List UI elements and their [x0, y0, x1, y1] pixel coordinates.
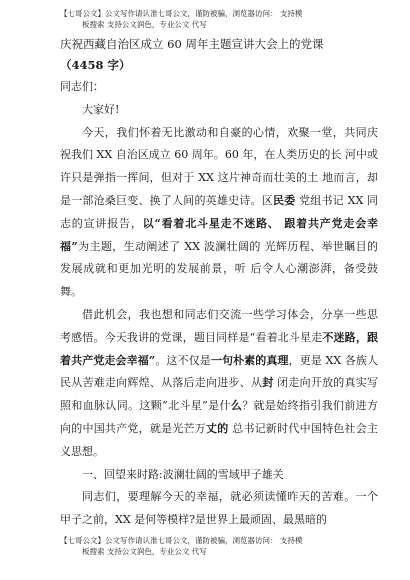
- paragraph-3: 同志们，要理解今天的幸福，就必须读懂昨天的苦难。一个甲子之前，XX 是何等模样?是世界上最顽固、最黑暗的: [60, 490, 378, 527]
- p2-bold-1: 不迷路，跟着共产党走会幸福”: [60, 330, 378, 367]
- title-line-1: 庆祝西藏自治区成立 60 周年主题宣讲大会上的党课: [60, 37, 324, 51]
- section-heading-1: 一、回望来时路:波澜壮阔的雪域甲子雄关: [82, 467, 284, 481]
- p2-text-4: 闭走向开放的真实写照和血脉认同。这颗“北斗星”是什: [60, 376, 379, 413]
- word-count: （4458 字）: [60, 58, 131, 72]
- p1-bold-1: 民委: [272, 193, 296, 207]
- page-footer: [60, 535, 370, 557]
- p1-bold-2: 以“看着北斗星走不迷路、 跟着共产党走会幸福”: [60, 216, 379, 253]
- p2-bold-2: 一句朴素的真理: [210, 353, 289, 367]
- p1-text-3: 为主题，生动阐述了 XX 波澜壮阔的 光辉历程、举世瞩目的发展成就和更加光明的发展前景，听 后令人心潮澎湃，备受鼓舞。: [60, 239, 378, 299]
- p1-text-2: 党组书记 XX 同志的宣讲报告，: [60, 193, 379, 230]
- document-title: [60, 34, 378, 76]
- footer-line-1: 【七哥公文】公文写作请认准七哥公文，谨防被骗，浏览器访问： 支持模: [60, 536, 303, 545]
- p2-text-2: 。这不仅是: [155, 353, 211, 367]
- salutation: 同志们：: [60, 80, 104, 93]
- p2-text-5: ？就是始终指引我们前进方向的中国共产党，就是光芒万: [60, 399, 379, 435]
- p2-text-3: ，更是 XX 各族人民从苦难走向辉煌、从落后走向进步、从: [60, 353, 379, 390]
- paragraph-1: [60, 122, 378, 304]
- p2-text-6: 总书记新时代中国特色社会主义思想。: [60, 421, 379, 458]
- header-line-2: 板搜索 支持公文润色，专业公文 代写: [82, 20, 207, 29]
- document-body: [60, 34, 378, 532]
- p2-bold-4: 么: [230, 399, 243, 413]
- p2-bold-5: 丈的: [206, 421, 229, 435]
- p2-bold-3: 封: [262, 376, 274, 390]
- header-line-1: 【七哥公文】公文写作请认准七哥公文，谨防被骗，浏览器访问： 支持模: [60, 9, 303, 18]
- p2-text-1: 借此机会，我也想和同志们交流一些学习体会，分享一些思考感悟。今天我讲的党课，题目同样是“看着北斗星走: [60, 307, 378, 344]
- p1-text-1: 今天，我们怀着无比激动和自豪的心情，欢聚一堂，共同庆祝我们 XX 自治区成立 60 周年。60 年，在人类历史的长 河中或许只是弹指一挥间，但对于 XX 这片神奇而壮美的土 地而言，却是一部沧桑巨变、换了人间的英雄史诗。区: [60, 125, 378, 207]
- paragraph-2: [60, 304, 378, 464]
- greeting: 大家好!: [82, 102, 120, 116]
- footer-line-2: 板搜索 支持公文润色，专业公文 代写: [82, 547, 207, 556]
- page-header: [60, 8, 370, 30]
